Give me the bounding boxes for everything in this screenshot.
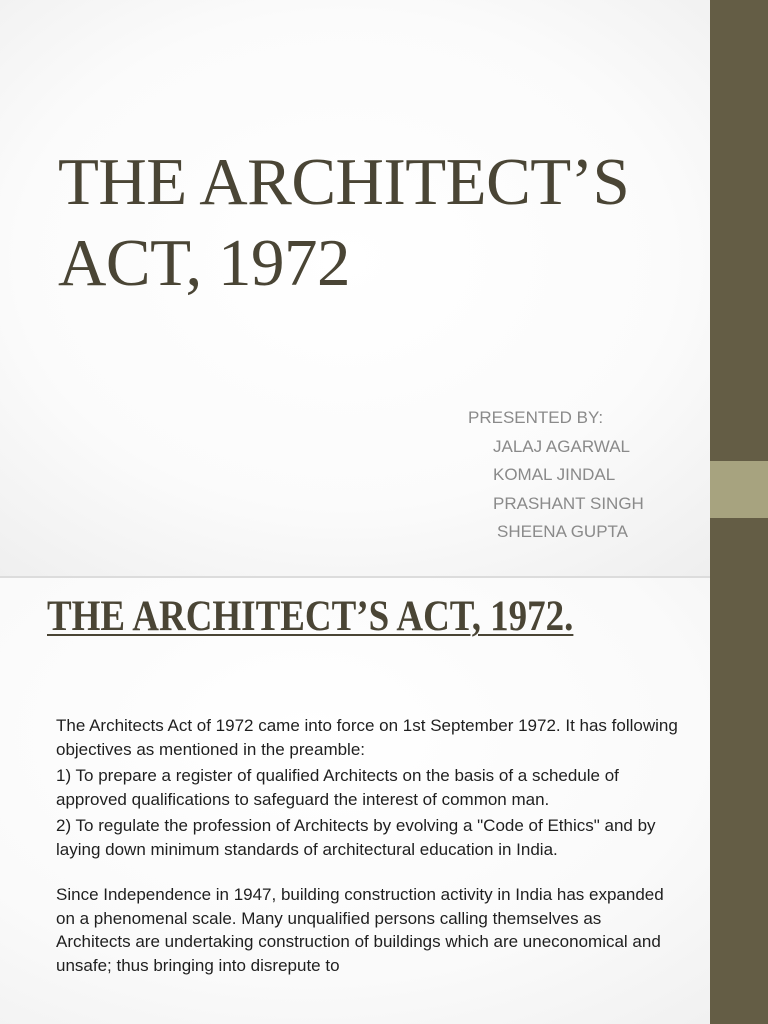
presenter-name: PRASHANT SINGH <box>493 493 644 513</box>
presenter-name: KOMAL JINDAL <box>493 465 616 484</box>
content-body <box>56 714 678 980</box>
presented-by-label: PRESENTED BY: <box>468 408 604 427</box>
presenter-name: JALAJ AGARWAL <box>493 436 630 456</box>
slide-title <box>58 142 698 304</box>
sidebar-bar <box>710 0 768 578</box>
body-paragraph: 2) To regulate the profession of Architects by evolving a "Code of Ethics" and by laying down minimum standards of architectural education in India. <box>56 816 656 859</box>
slide-title-line-2: ACT, 1972 <box>58 226 351 300</box>
sidebar-bar-2 <box>710 578 768 1024</box>
body-paragraph: 1) To prepare a register of qualified Architects on the basis of a schedule of approved qualifications to safeguard the interest of common man. <box>56 766 619 809</box>
presenters-block <box>468 404 644 547</box>
presenter-name: SHEENA GUPTA <box>497 522 628 541</box>
content-slide <box>0 578 768 1024</box>
content-heading: THE ARCHITECT’S ACT, 1972. <box>47 593 574 640</box>
body-paragraph: Since Independence in 1947, building construction activity in India has expanded on a phenomenal scale. Many unqualified persons calling themselves as Architects are undertaking construction of buildings which are uneconomical and unsafe; thus bringing into disrepute to <box>56 885 664 975</box>
body-paragraph: The Architects Act of 1972 came into force on 1st September 1972. It has following objectives as mentioned in the preamble: <box>56 716 678 759</box>
sidebar-accent-block <box>710 461 768 518</box>
slide-title-line-1: THE ARCHITECT’S <box>58 145 630 219</box>
